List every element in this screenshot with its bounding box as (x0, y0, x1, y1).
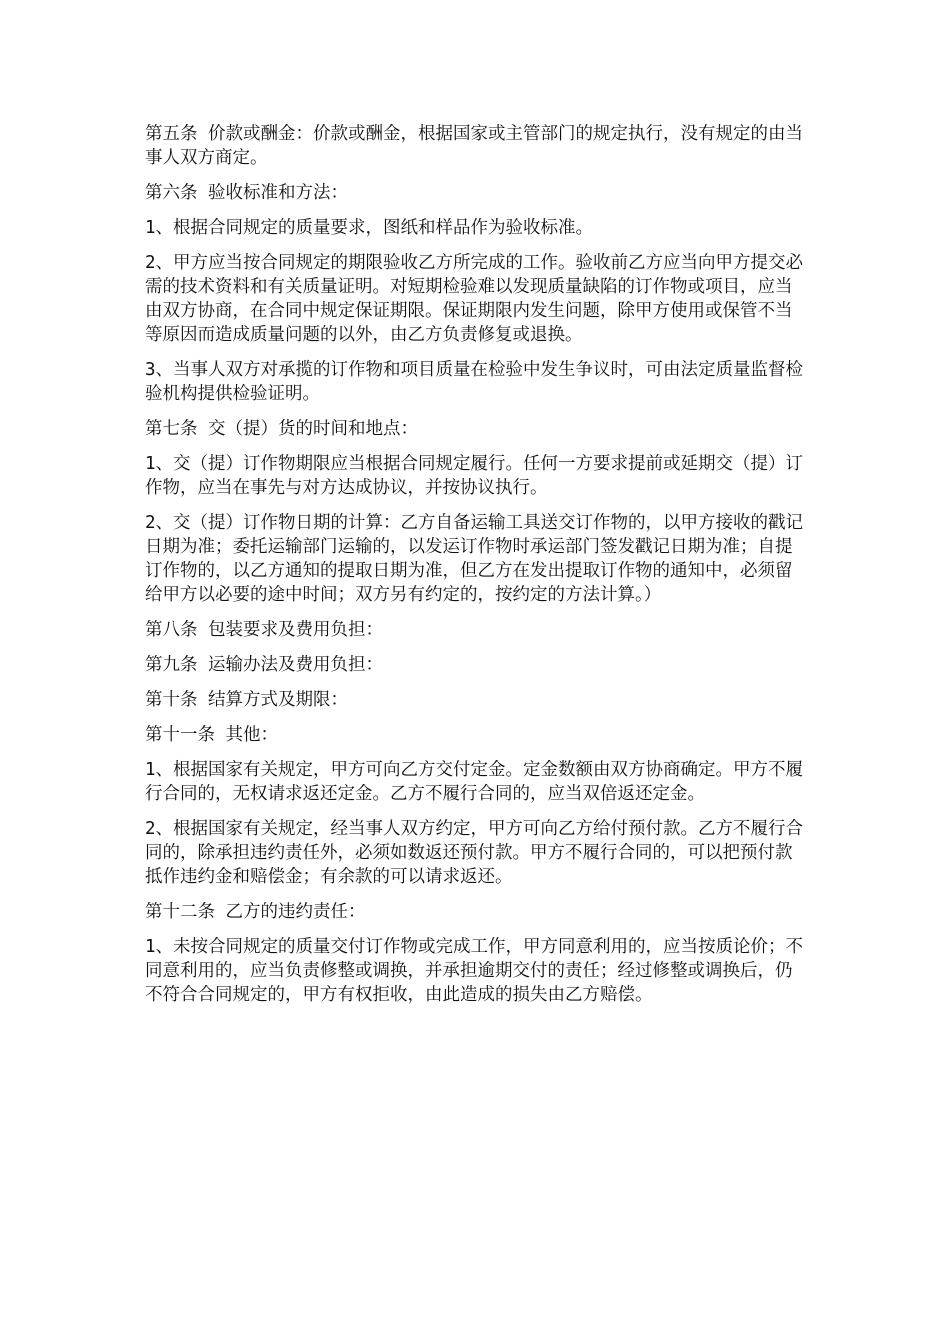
article-10-heading: 第十条 结算方式及期限： (145, 690, 349, 710)
article-5-price: 第五条 价款或酬金：价款或酬金，根据国家或主管部门的规定执行，没有规定的由当事人双方商定。 (145, 124, 804, 168)
article-7-item-1: 1、交（提）订作物期限应当根据合同规定履行。任何一方要求提前或延期交（提）订作物，应当在事先与对方达成协议，并按协议执行。 (145, 454, 804, 498)
article-12-item-1: 1、未按合同规定的质量交付订作物或完成工作，甲方同意利用的，应当按质论价；不同意利用的，应当负责修整或调换，并承担逾期交付的责任；经过修整或调换后，仍不符合合同规定的，甲方有权拒收，由此造成的损失由乙方赔偿。 (145, 937, 804, 1005)
document-body (145, 122, 807, 1018)
article-6-item-3: 3、当事人双方对承揽的订作物和项目质量在检验中发生争议时，可由法定质量监督检验机构提供检验证明。 (145, 360, 804, 404)
article-11-heading: 第十一条 其他： (145, 725, 279, 745)
article-12-heading: 第十二条 乙方的违约责任： (145, 902, 366, 922)
article-6-item-2: 2、甲方应当按合同规定的期限验收乙方所完成的工作。验收前乙方应当向甲方提交必需的技术资料和有关质量证明。对短期检验难以发现质量缺陷的订作物或项目，应当由双方协商，在合同中规定保证期限。保证期限内发生问题，除甲方使用或保管不当等原因而造成质量问题的以外，由乙方负责修复或退换。 (145, 253, 804, 345)
article-11-item-1: 1、根据国家有关规定，甲方可向乙方交付定金。定金数额由双方协商确定。甲方不履行合同的，无权请求返还定金。乙方不履行合同的，应当双倍返还定金。 (145, 760, 804, 804)
article-7-item-2: 2、交（提）订作物日期的计算：乙方自备运输工具送交订作物的，以甲方接收的戳记日期为准；委托运输部门运输的，以发运订作物时承运部门签发戳记日期为准；自提订作物的，以乙方通知的提取日期为准，但乙方在发出提取订作物的通知中，必须留给甲方以必要的途中时间；双方另有约定的，按约定的方法计算。） (145, 513, 804, 605)
article-8-heading: 第八条 包装要求及费用负担： (145, 620, 384, 640)
article-9-heading: 第九条 运输办法及费用负担： (145, 655, 384, 675)
article-7-heading: 第七条 交（提）货的时间和地点： (145, 419, 419, 439)
article-11-item-2: 2、根据国家有关规定，经当事人双方约定，甲方可向乙方给付预付款。乙方不履行合同的，除承担违约责任外，必须如数返还预付款。甲方不履行合同的，可以把预付款抵作违约金和赔偿金；有余款的可以请求返还。 (145, 819, 804, 887)
article-6-item-1: 1、根据合同规定的质量要求，图纸和样品作为验收标准。 (145, 218, 594, 238)
article-6-heading: 第六条 验收标准和方法： (145, 183, 349, 203)
